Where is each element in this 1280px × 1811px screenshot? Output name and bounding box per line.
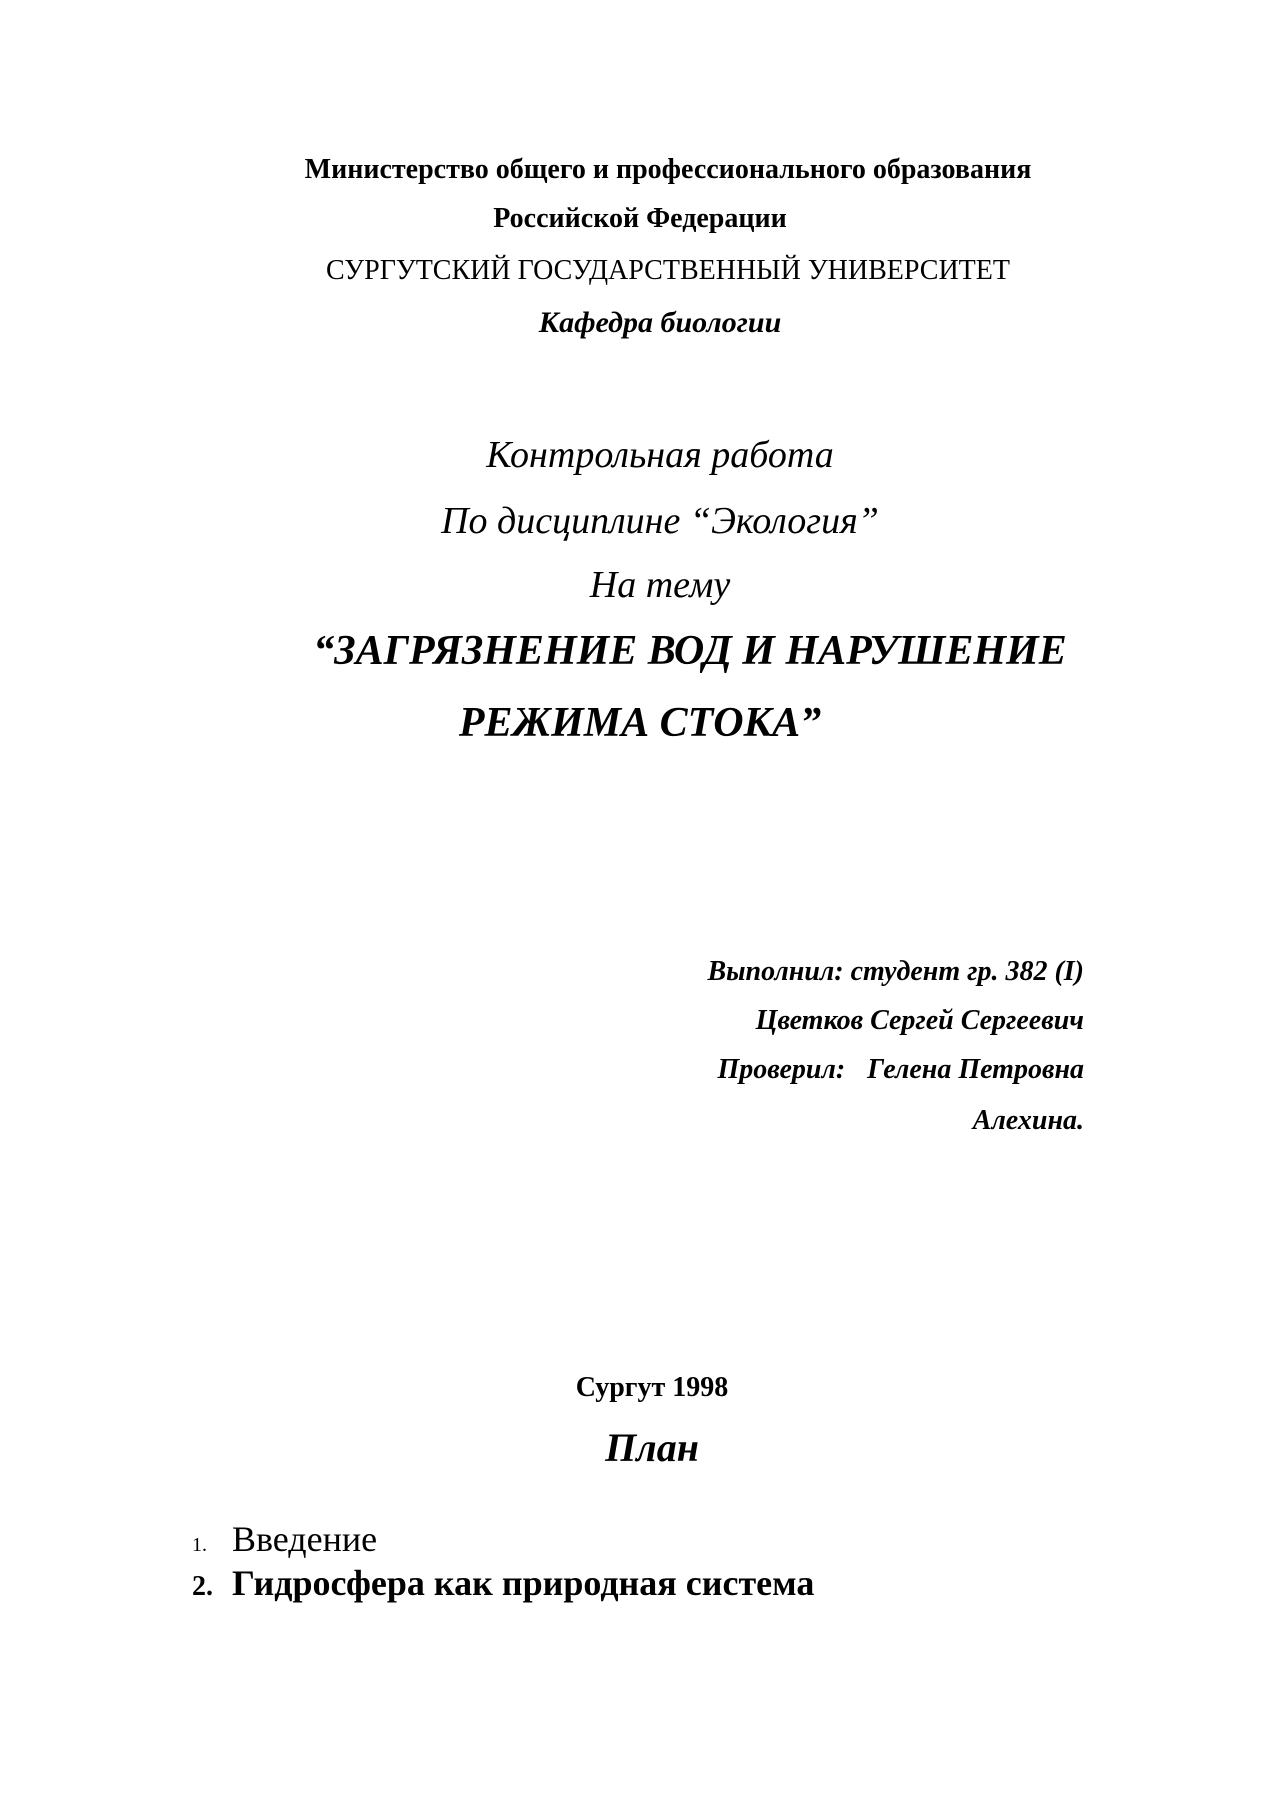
teacher-name-part-2: Алехина. — [972, 1105, 1084, 1136]
plan-item-number: 1. — [192, 1534, 207, 1556]
plan-item-number: 2. — [192, 1571, 213, 1602]
ministry-name: Министерство общего и профессионального образования — [304, 154, 1032, 185]
federation-name: Российской Федерации — [493, 203, 787, 234]
plan-list — [192, 1518, 814, 1606]
on-topic-label: На тему — [589, 564, 731, 606]
university-name: СУРГУТСКИЙ ГОСУДАРСТВЕННЫЙ УНИВЕРСИТЕТ — [325, 255, 1010, 286]
plan-item-text: Гидросфера как природная система — [232, 1563, 815, 1603]
plan-item-text: Введение — [232, 1519, 378, 1559]
department-name: Кафедра биологии — [538, 306, 782, 339]
performed-by: Выполнил: студент гр. 382 (I) — [707, 956, 1084, 987]
checked-by-label: Проверил: — [717, 1054, 846, 1085]
teacher-name-part-1: Гелена Петровна — [867, 1054, 1084, 1085]
discipline: По дисциплине “Экология” — [441, 500, 879, 542]
work-type: Контрольная работа — [486, 434, 834, 476]
plan-item — [192, 1518, 814, 1562]
plan-title: План — [605, 1425, 699, 1470]
checked-by-row — [718, 1056, 1084, 1084]
topic-title-line-1: “ЗАГРЯЗНЕНИЕ ВОД И НАРУШЕНИЕ — [313, 628, 1067, 674]
student-name: Цветков Сергей Сергеевич — [755, 1005, 1084, 1036]
city-year: Сургут 1998 — [575, 1372, 729, 1403]
plan-item — [192, 1562, 814, 1606]
topic-title-line-2: РЕЖИМА СТОКА” — [458, 700, 822, 746]
